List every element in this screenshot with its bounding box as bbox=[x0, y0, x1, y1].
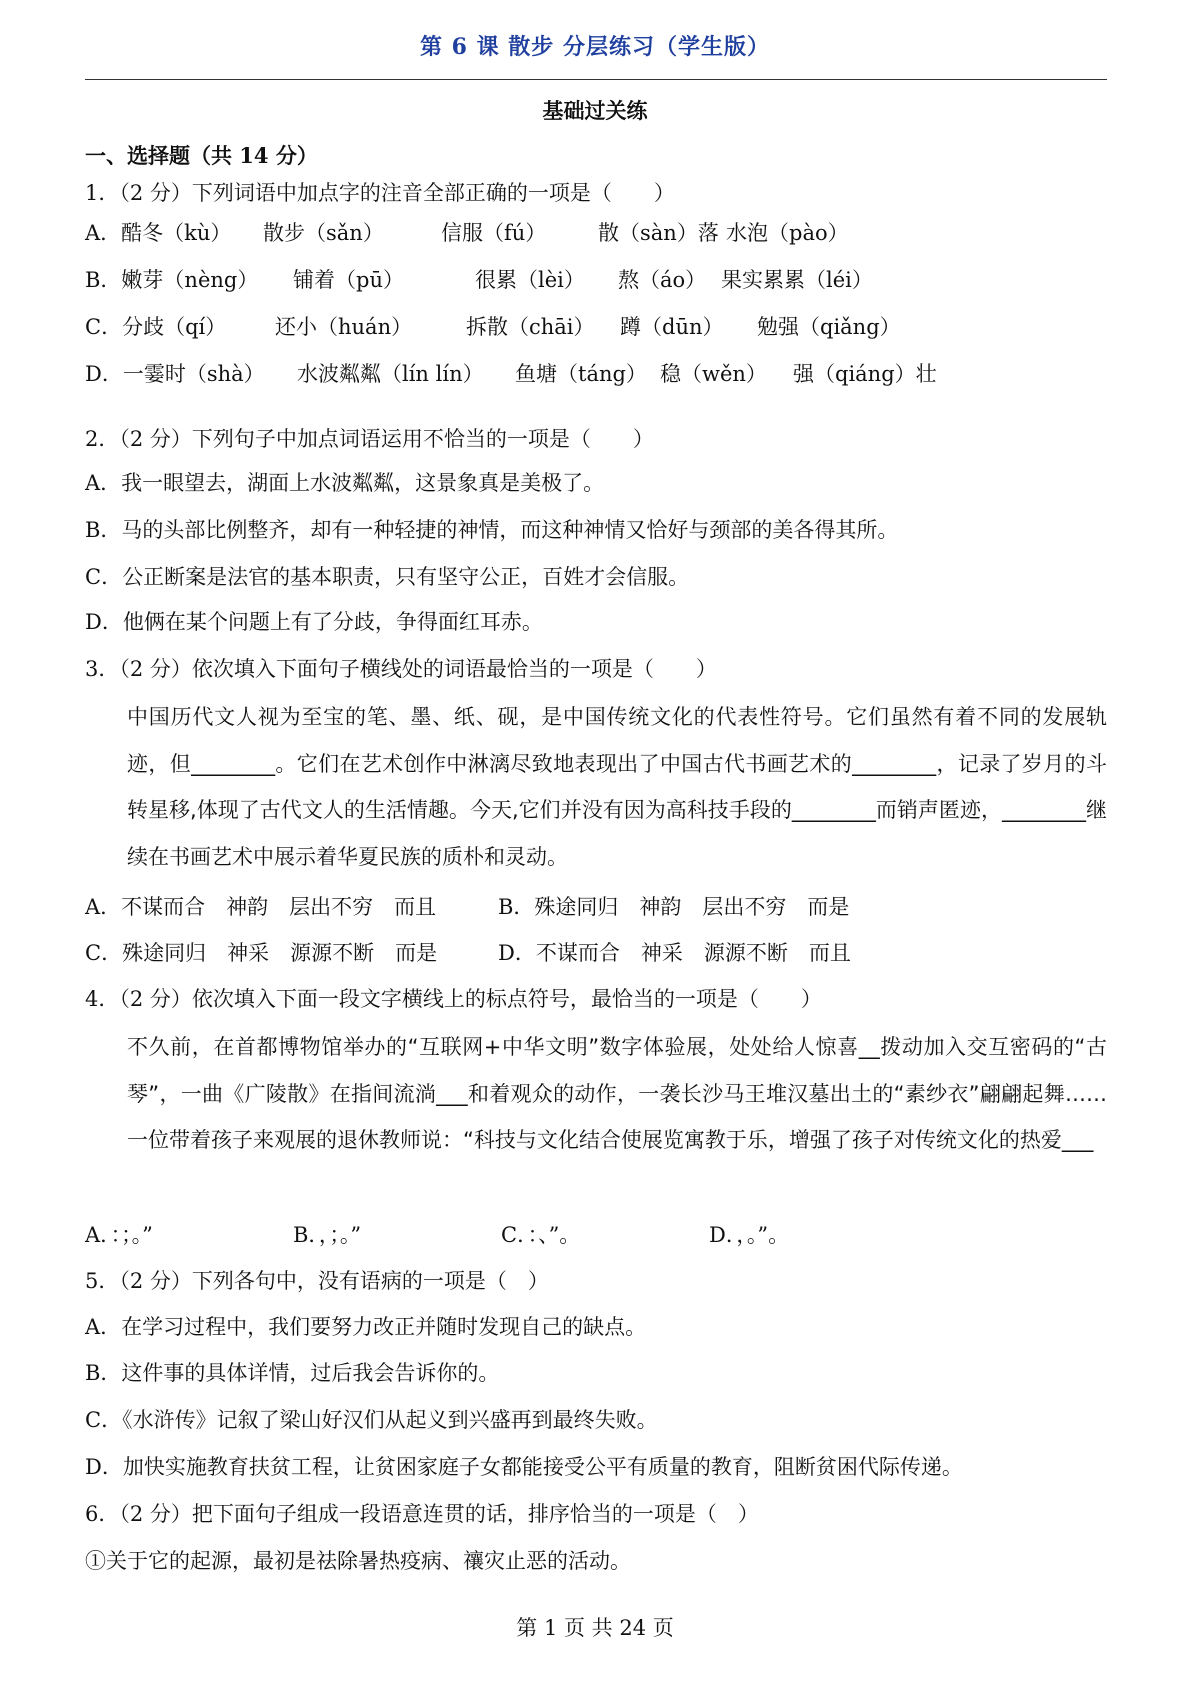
q4-option-c: C．：、”。 bbox=[501, 1223, 581, 1247]
q1-c-word3: 拆散（chāi） bbox=[466, 315, 595, 339]
q2-option-b: B．马的头部比例整齐，却有一种轻捷的神情，而这种神情又恰好与颈部的美各得其所。 bbox=[85, 518, 899, 542]
q1-d-word4: 稳（wěn） bbox=[660, 362, 767, 386]
q1-b-word3: 很累（lèi） bbox=[475, 268, 585, 292]
q6-stem: 6．（2 分）把下面句子组成一段语意连贯的话，排序恰当的一项是（ ） bbox=[85, 1502, 759, 1526]
q4-stem: 4．（2 分）依次填入下面一段文字横线上的标点符号，最恰当的一项是（ ） bbox=[85, 987, 822, 1011]
q1-option-d bbox=[85, 358, 937, 388]
page-footer: 第 1 页 共 24 页 bbox=[516, 1616, 674, 1640]
q4-option-b: B．，；。” bbox=[293, 1223, 362, 1247]
q1-a-word1: A．酷冬（kù） bbox=[85, 221, 232, 245]
q3-passage-text: 中国历代文人视为至宝的笔、墨、纸、砚，是中国传统文化的代表性符号。它们虽然有着不同的发展轨迹，但________。它们在艺术创作中淋漓尽致地表现出了中国古代书画艺术的________，记录了岁月的斗转星移,体现了古代文人的生活情趣。今天,它们并没有因为高科技手段的________而销声匿迹，________继续在书画艺术中展示着华夏民族的质朴和灵动。 bbox=[127, 705, 1107, 869]
q1-option-b bbox=[85, 264, 873, 294]
q4-option-a: A．：；。” bbox=[85, 1223, 153, 1247]
q1-option-c bbox=[85, 311, 901, 341]
q1-c-word4: 蹲（dūn） bbox=[620, 315, 724, 339]
q4-passage bbox=[85, 1024, 1107, 1164]
q1-stem: 1．（2 分）下列词语中加点字的注音全部正确的一项是（ ） bbox=[85, 181, 675, 205]
q1-d-word3: 鱼塘（táng） bbox=[515, 362, 647, 386]
q1-option-a bbox=[85, 217, 849, 247]
q2-option-a: A．我一眼望去，湖面上水波粼粼，这景象真是美极了。 bbox=[85, 471, 605, 495]
q4-option-d: D．，。”。 bbox=[709, 1223, 790, 1247]
part-heading: 一、选择题（共 14 分） bbox=[85, 143, 318, 168]
q1-c-word2: 还小（huán） bbox=[275, 315, 413, 339]
page-title: 第 6 课 散步 分层练习（学生版） bbox=[420, 34, 770, 60]
q1-b-word4: 熬（áo） bbox=[618, 268, 707, 292]
q1-d-word1: D．一霎时（shà） bbox=[85, 362, 265, 386]
q5-option-b: B．这件事的具体详情，过后我会告诉你的。 bbox=[85, 1361, 500, 1385]
q1-d-word5: 强（qiáng）壮 bbox=[793, 362, 937, 386]
q1-c-word5: 勉强（qiǎng） bbox=[757, 315, 901, 339]
q3-stem: 3．（2 分）依次填入下面句子横线处的词语最恰当的一项是（ ） bbox=[85, 657, 717, 681]
q1-b-word1: B．嫩芽（nèng） bbox=[85, 268, 259, 292]
q1-a-word5: 水泡（pào） bbox=[726, 221, 849, 245]
q3-options-row1 bbox=[85, 891, 849, 921]
q3-option-c: C．殊途同归 神采 源源不断 而是 bbox=[85, 941, 438, 965]
q1-a-word4: 散（sàn）落 bbox=[598, 221, 719, 245]
section-title: 基础过关练 bbox=[542, 98, 648, 123]
q5-option-c: C．《水浒传》记叙了梁山好汉们从起义到兴盛再到最终失败。 bbox=[85, 1408, 658, 1432]
q3-passage bbox=[85, 694, 1107, 880]
q1-b-word2: 铺着（pū） bbox=[293, 268, 404, 292]
q3-option-a: A．不谋而合 神韵 层出不穷 而且 bbox=[85, 895, 437, 919]
q3-options-row2 bbox=[85, 937, 851, 967]
q5-stem: 5．（2 分）下列各句中，没有语病的一项是（ ） bbox=[85, 1269, 549, 1293]
q5-option-d: D．加快实施教育扶贫工程，让贫困家庭子女都能接受公平有质量的教育，阻断贫困代际传递。 bbox=[85, 1455, 963, 1479]
q4-options bbox=[85, 1219, 789, 1249]
q4-passage-text: 不久前，在首都博物馆举办的“互联网+中华文明”数字体验展，处处给人惊喜__拨动加入交互密码的“古琴”，一曲《广陵散》在指间流淌___和着观众的动作，一袭长沙马王堆汉墓出土的“素纱衣”翩翩起舞……一位带着孩子来观展的退休教师说：“科技与文化结合使展览寓教于乐，增强了孩子对传统文化的热爱___ bbox=[127, 1035, 1107, 1152]
q3-option-d: D．不谋而合 神采 源源不断 而且 bbox=[498, 941, 851, 965]
q1-c-word1: C．分歧（qí） bbox=[85, 315, 227, 339]
title-divider bbox=[85, 79, 1107, 80]
q2-stem: 2．（2 分）下列句子中加点词语运用不恰当的一项是（ ） bbox=[85, 427, 654, 451]
q1-a-word3: 信服（fú） bbox=[441, 221, 547, 245]
q1-d-word2: 水波粼粼（lín lín） bbox=[297, 362, 484, 386]
q3-option-b: B．殊途同归 神韵 层出不穷 而是 bbox=[498, 895, 850, 919]
q5-option-a: A．在学习过程中，我们要努力改正并随时发现自己的缺点。 bbox=[85, 1315, 647, 1339]
q1-a-word2: 散步（sǎn） bbox=[263, 221, 384, 245]
q1-b-word5: 果实累累（léi） bbox=[721, 268, 873, 292]
q2-option-c: C．公正断案是法官的基本职责，只有坚守公正，百姓才会信服。 bbox=[85, 565, 690, 589]
q2-option-d: D．他俩在某个问题上有了分歧，争得面红耳赤。 bbox=[85, 610, 543, 634]
q6-item-1: ①关于它的起源，最初是祛除暑热疫病、禳灾止恶的活动。 bbox=[85, 1549, 631, 1573]
